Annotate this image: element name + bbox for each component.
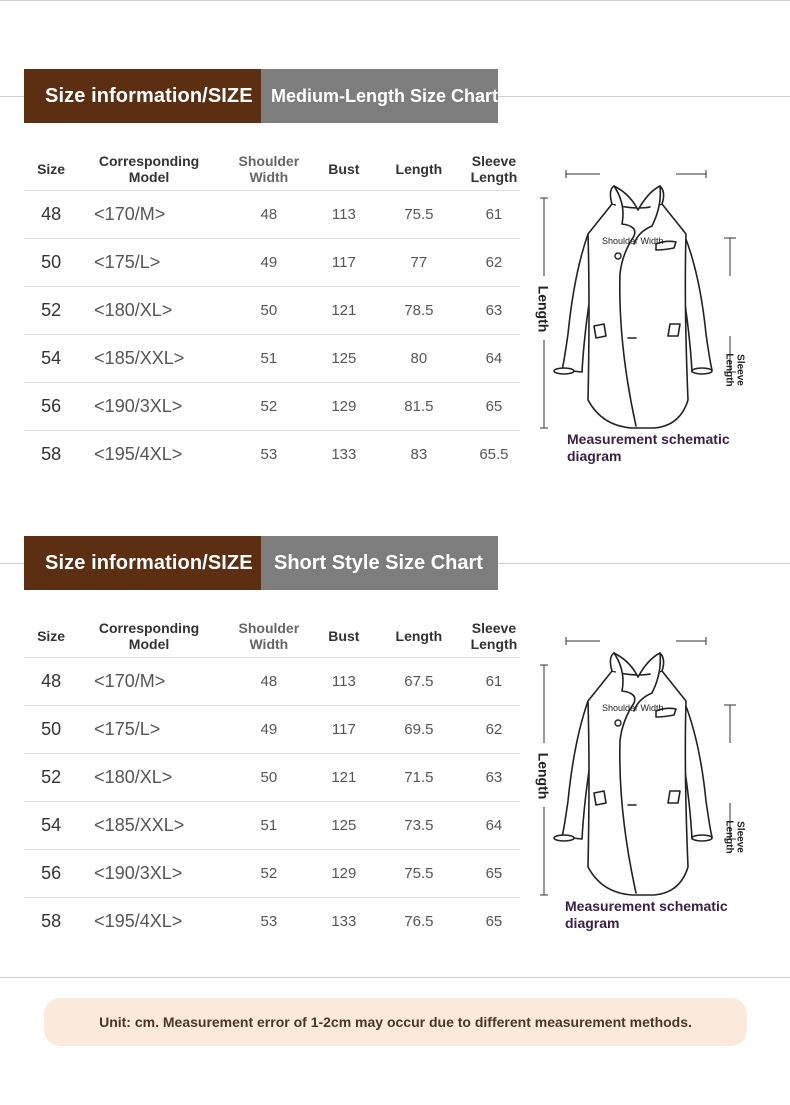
cell-model: <185/XXL> [78, 334, 220, 382]
cell-bust: 133 [318, 430, 370, 478]
sleeve-length-line2: Length [723, 353, 735, 387]
cell-size: 50 [24, 705, 78, 753]
cell-size: 56 [24, 382, 78, 430]
cell-sleeve: 65 [468, 382, 520, 430]
cell-size: 58 [24, 430, 78, 478]
col-shoulder-line2: Width [249, 169, 289, 186]
col-model-line2: Model [128, 169, 170, 186]
cell-length: 73.5 [370, 801, 468, 849]
cell-length: 67.5 [370, 657, 468, 705]
cell-shoulder: 51 [220, 334, 318, 382]
cell-sleeve: 63 [468, 286, 520, 334]
cell-shoulder: 49 [220, 705, 318, 753]
section-subtitle: Medium-Length Size Chart [261, 69, 498, 123]
shoulder-width-label: Shoulder Width [602, 703, 664, 713]
cell-shoulder: 52 [220, 849, 318, 897]
cell-sleeve: 61 [468, 657, 520, 705]
table-row [24, 334, 520, 382]
cell-bust: 117 [318, 238, 370, 286]
cell-length: 80 [370, 334, 468, 382]
diagram-caption-line1: Measurement schematic [567, 431, 730, 447]
cell-length: 75.5 [370, 849, 468, 897]
section-subtitle: Short Style Size Chart [261, 536, 498, 590]
sleeve-length-label [724, 353, 746, 386]
cell-model: <175/L> [78, 705, 220, 753]
cell-size: 58 [24, 897, 78, 945]
col-bust: Bust [328, 628, 360, 645]
diagram-caption-line2: diagram [565, 915, 620, 931]
col-sleeve-line2: Length [470, 169, 518, 186]
diagram-caption-line1: Measurement schematic [565, 898, 728, 914]
table-row [24, 753, 520, 801]
cell-bust: 129 [318, 849, 370, 897]
col-length: Length [395, 628, 443, 645]
cell-shoulder: 53 [220, 897, 318, 945]
diagram-caption-line2: diagram [567, 448, 622, 464]
cell-length: 69.5 [370, 705, 468, 753]
cell-bust: 133 [318, 897, 370, 945]
cell-model: <180/XL> [78, 286, 220, 334]
table-row [24, 657, 520, 705]
col-shoulder-line1: Shoulder [238, 620, 300, 637]
col-model-line1: Corresponding [98, 620, 200, 637]
section-title: Size information/SIZE [24, 536, 261, 590]
footer-divider [0, 977, 790, 978]
diagram-caption [565, 898, 765, 932]
col-shoulder [220, 616, 318, 657]
table-row [24, 238, 520, 286]
table-row [24, 382, 520, 430]
sleeve-length-line1: Sleeve [734, 821, 746, 853]
cell-bust: 113 [318, 657, 370, 705]
col-shoulder-line1: Shoulder [238, 153, 300, 170]
cell-size: 52 [24, 753, 78, 801]
cell-sleeve: 65 [468, 849, 520, 897]
cell-model: <170/M> [78, 657, 220, 705]
col-model-line2: Model [128, 636, 170, 653]
cell-length: 71.5 [370, 753, 468, 801]
cell-bust: 125 [318, 334, 370, 382]
sleeve-length-line2: Length [723, 820, 735, 854]
cell-size: 56 [24, 849, 78, 897]
col-model-line1: Corresponding [98, 153, 200, 170]
cell-shoulder: 51 [220, 801, 318, 849]
col-length: Length [395, 161, 443, 178]
table-row [24, 705, 520, 753]
cell-length: 81.5 [370, 382, 468, 430]
cell-bust: 113 [318, 190, 370, 238]
col-sleeve-line1: Sleeve [471, 620, 517, 637]
size-section-short [0, 536, 790, 956]
col-size: Size [37, 628, 66, 645]
cell-sleeve: 65.5 [468, 430, 520, 478]
cell-model: <195/4XL> [78, 430, 220, 478]
cell-sleeve: 62 [468, 705, 520, 753]
section-title: Size information/SIZE [24, 69, 261, 123]
cell-size: 54 [24, 334, 78, 382]
col-bust: Bust [328, 161, 360, 178]
cell-shoulder: 48 [220, 190, 318, 238]
cell-size: 48 [24, 657, 78, 705]
cell-bust: 125 [318, 801, 370, 849]
size-table [24, 616, 520, 945]
cell-size: 50 [24, 238, 78, 286]
cell-length: 83 [370, 430, 468, 478]
unit-note: Unit: cm. Measurement error of 1-2cm may occur due to different measurement methods. [44, 998, 747, 1046]
size-section-medium [0, 69, 790, 489]
cell-model: <175/L> [78, 238, 220, 286]
cell-sleeve: 61 [468, 190, 520, 238]
col-shoulder [220, 149, 318, 190]
table-header-row [24, 149, 520, 190]
cell-sleeve: 63 [468, 753, 520, 801]
col-sleeve [468, 616, 520, 657]
table-row [24, 430, 520, 478]
cell-size: 54 [24, 801, 78, 849]
cell-sleeve: 64 [468, 801, 520, 849]
cell-length: 76.5 [370, 897, 468, 945]
cell-model: <190/3XL> [78, 382, 220, 430]
cell-shoulder: 50 [220, 286, 318, 334]
cell-sleeve: 65 [468, 897, 520, 945]
col-sleeve-line2: Length [470, 636, 518, 653]
cell-shoulder: 50 [220, 753, 318, 801]
cell-size: 48 [24, 190, 78, 238]
table-row [24, 849, 520, 897]
coat-diagram-icon [530, 631, 750, 901]
col-size: Size [37, 161, 66, 178]
length-label: Length [535, 752, 552, 800]
cell-size: 52 [24, 286, 78, 334]
measurement-diagram [530, 164, 750, 469]
cell-shoulder: 52 [220, 382, 318, 430]
cell-length: 75.5 [370, 190, 468, 238]
cell-bust: 129 [318, 382, 370, 430]
cell-bust: 121 [318, 753, 370, 801]
cell-model: <195/4XL> [78, 897, 220, 945]
cell-length: 77 [370, 238, 468, 286]
table-row [24, 801, 520, 849]
cell-length: 78.5 [370, 286, 468, 334]
measurement-diagram [530, 631, 750, 936]
col-model [78, 149, 220, 190]
sleeve-length-line1: Sleeve [734, 354, 746, 386]
cell-sleeve: 62 [468, 238, 520, 286]
cell-bust: 121 [318, 286, 370, 334]
diagram-caption [567, 431, 767, 465]
cell-model: <170/M> [78, 190, 220, 238]
cell-bust: 117 [318, 705, 370, 753]
cell-model: <180/XL> [78, 753, 220, 801]
cell-sleeve: 64 [468, 334, 520, 382]
table-row [24, 897, 520, 945]
length-label: Length [535, 285, 552, 333]
col-sleeve [468, 149, 520, 190]
cell-model: <185/XXL> [78, 801, 220, 849]
col-shoulder-line2: Width [249, 636, 289, 653]
col-sleeve-line1: Sleeve [471, 153, 517, 170]
size-table [24, 149, 520, 478]
table-row [24, 190, 520, 238]
cell-shoulder: 49 [220, 238, 318, 286]
cell-shoulder: 48 [220, 657, 318, 705]
table-header-row [24, 616, 520, 657]
cell-model: <190/3XL> [78, 849, 220, 897]
top-divider [0, 0, 790, 1]
coat-diagram-icon [530, 164, 750, 434]
table-row [24, 286, 520, 334]
col-model [78, 616, 220, 657]
shoulder-width-label: Shoulder Width [602, 236, 664, 246]
cell-shoulder: 53 [220, 430, 318, 478]
sleeve-length-label [724, 820, 746, 853]
